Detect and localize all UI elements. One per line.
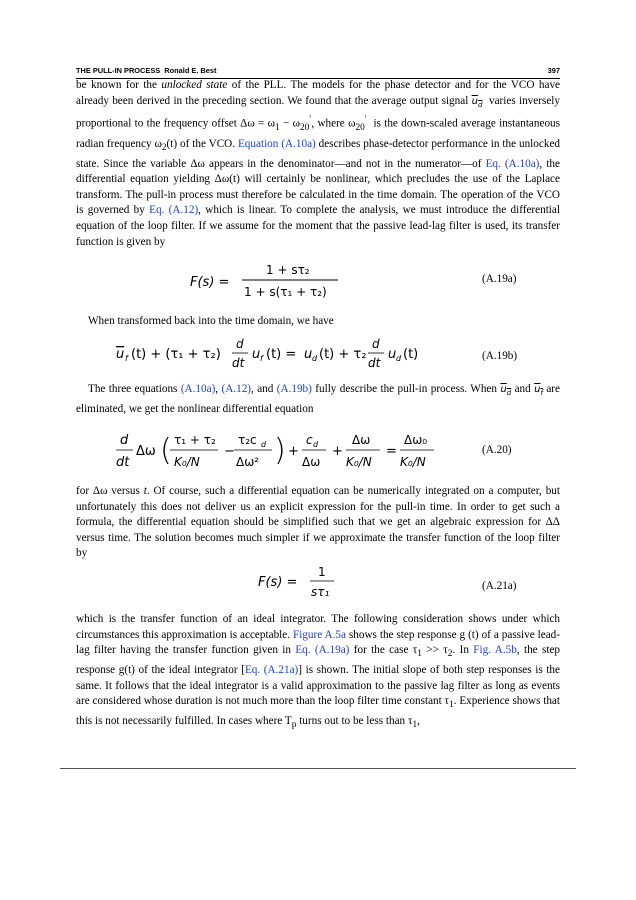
p5-text: . In — [452, 644, 474, 657]
svg-text:d: d — [396, 354, 402, 363]
link-eq-a19a[interactable]: Eq. (A.19a) — [295, 644, 350, 657]
svg-text:dt: dt — [116, 455, 130, 470]
p5-text: turns out to be less than τ — [296, 715, 413, 728]
svg-text:(t) + (τ₁ + τ₂): (t) + (τ₁ + τ₂) — [131, 347, 221, 362]
svg-text:(: ( — [160, 433, 172, 468]
svg-text:(t) =: (t) = — [266, 347, 297, 362]
svg-text:): ) — [274, 433, 286, 468]
p5-text: , the step response g(t) of the ideal integrator [ — [76, 644, 560, 677]
svg-text:d: d — [372, 337, 380, 351]
svg-text:F(s) =: F(s) = — [190, 275, 230, 290]
svg-text:d: d — [312, 354, 318, 363]
page-number: 397 — [547, 66, 560, 75]
svg-text:(t): (t) — [403, 347, 419, 362]
footer-rule — [60, 768, 576, 769]
svg-text:Δω²: Δω² — [236, 455, 260, 469]
equation-a20 — [116, 428, 436, 478]
svg-text:dt: dt — [368, 356, 381, 370]
p3-text: and — [511, 383, 535, 395]
link-eq-a12[interactable]: Eq. (A.12) — [149, 204, 199, 217]
link-eq-a10a[interactable]: (A.10a) — [180, 383, 216, 395]
link-eq-a12[interactable]: (A.12) — [221, 383, 252, 395]
paragraph-5: which is the transfer function of an ideal integrator. The following consideration shows under which circumstances this approximation is acceptable. Figure A.5a shows the step response g (t) of a passive lead-lag filter having the transfer function given in Eq. (A.19a) for the case $\tau_1 >> \tau_2$. In Fig. A.5b, the step response g(t) of the ideal integrator [Eq. (A.21a)] is shown. The initial slope of both step responses is the same. It follows that the ideal integrator is a valid approximation to the passive lag filter as long as events are considered whose duration is not much more than the loop filter time constant $\tau_1$. Experience shows that this is not necessarily fulfilled. In cases where $T_p$ turns out to be less than $\tau_1$, — [76, 613, 561, 731]
svg-text:f: f — [125, 354, 128, 363]
svg-text:dt: dt — [232, 356, 245, 370]
link-eq-a19b[interactable]: (A.19b) — [276, 383, 312, 395]
p4-emphasis: t — [143, 485, 147, 497]
p5-text: ] is shown. The initial slope of both step responses is the same. It follows that the ideal integrator is a valid approximation to the passive lag filter as long as events are considered whose duration is not much more than the loop filter time constant τ — [76, 664, 560, 708]
header-title: THE PULL-IN PROCESS — [76, 66, 161, 75]
svg-text:+: + — [332, 444, 343, 459]
p1-text: be known for the — [76, 79, 162, 91]
svg-text:f: f — [260, 354, 263, 363]
svg-text:1 + s(τ₁ + τ₂): 1 + s(τ₁ + τ₂) — [244, 285, 327, 299]
paragraph-3 — [76, 382, 560, 417]
p5-text: which is the transfer function of an ideal integrator. The following consideration shows under which circumstances this approximation is acceptable. — [76, 613, 560, 641]
svg-text:K₀/N: K₀/N — [174, 455, 200, 469]
svg-text:(t) + τ₂: (t) + τ₂ — [319, 347, 367, 362]
svg-text:d: d — [313, 440, 319, 449]
equation-a21a — [258, 562, 348, 602]
link-eq-a21a[interactable]: Eq. (A.21a) — [244, 664, 299, 677]
svg-text:F(s) =: F(s) = — [258, 575, 298, 590]
ud-symbol: $u_d$ — [500, 384, 512, 397]
svg-text:+: + — [288, 444, 299, 459]
link-figure-a5b[interactable]: Fig. A.5b — [473, 644, 517, 657]
p5-text: . Experience shows that this is not necessarily fulfilled. In cases where T — [76, 695, 561, 728]
svg-text:K₀/N: K₀/N — [400, 455, 426, 469]
eq-number-a21a: (A.21a) — [482, 580, 517, 592]
svg-text:τ₁ + τ₂: τ₁ + τ₂ — [174, 433, 216, 447]
svg-text:1: 1 — [318, 565, 326, 579]
svg-text:Δω₀: Δω₀ — [404, 433, 428, 447]
ud-symbol: $u_d$ — [471, 95, 483, 109]
equation-a19a — [190, 258, 350, 302]
p1-emphasis: unlocked state — [161, 79, 228, 91]
paragraph-4 — [76, 484, 560, 562]
equation-a19b — [116, 334, 426, 378]
p5-text: , — [417, 715, 420, 728]
svg-text:sτ₁: sτ₁ — [311, 585, 330, 599]
eq-number-a20: (A.20) — [482, 444, 512, 456]
svg-text:d: d — [236, 337, 244, 351]
p2-text: When transformed back into the time domain, we have — [88, 315, 334, 327]
svg-text:Δω: Δω — [136, 444, 156, 459]
svg-text:−: − — [224, 444, 235, 459]
svg-text:1 + sτ₂: 1 + sτ₂ — [266, 263, 310, 277]
svg-text:τ₂c: τ₂c — [238, 433, 257, 447]
p5-text: shows the step response g (t) of a passive lead-lag filter having the transfer function given in — [76, 628, 561, 657]
p3-text: The three equations — [88, 383, 181, 395]
p1-text: , where ω — [311, 117, 356, 130]
p1-text: describes phase-detector performance in the unlocked state. Since the variable Δω appears in the denominator—and not in the numerator—of — [76, 137, 561, 170]
eq-number-a19a: (A.19a) — [482, 273, 517, 285]
link-eq-a10a[interactable]: Equation (A.10a) — [237, 137, 316, 150]
paragraph-1: be known for the unlocked state of the PLL. The models for the phase detector and for the VCO have already been derived in the preceding section. We found that the average output signal $u_d$ varies inversely proportional to the frequency offset $\Delta\omega = \omega_1 - \omega_{20}'$, where $\omega_{20}'$ is the down-scaled average instantaneous radian frequency $\omega_2(t)$ of the VCO. Equation (A.10a) describes phase-detector performance in the unlocked state. Since the variable Δω appears in the denominator—and not in the numerator—of Eq. (A.10a), the differential equation yielding Δω(t) will certainly be nonlinear, which precludes the use of the Laplace transform. The pull-in process must therefore be calculated in the time domain. The operation of the VCO is governed by Eq. (A.12), which is linear. To complete the analysis, we must introduce the differential equation of the loop filter. If we assume for the moment that the passive lead-lag filter is used, its transfer function is given by — [76, 79, 561, 248]
p3-text: fully describe the pull-in process. When — [311, 383, 501, 395]
svg-text:d: d — [261, 440, 267, 449]
p3-text: are eliminated, we get the nonlinear differential equation — [76, 383, 561, 415]
p1-text: is the down-scaled average instantaneous radian frequency ω — [76, 117, 560, 150]
svg-text:Δω: Δω — [302, 455, 321, 469]
svg-text:K₀/N: K₀/N — [346, 455, 372, 469]
svg-text:u: u — [252, 347, 261, 362]
link-eq-a10a[interactable]: Eq. (A.10a) — [485, 157, 540, 170]
p3-text: , — [215, 383, 222, 395]
link-figure-a5a[interactable]: Figure A.5a — [292, 628, 346, 641]
p1-text: , the differential equation yielding Δω(t) will certainly be nonlinear, which precludes the use of the Laplace transform. The pull-in process must therefore be calculated in the time domain. The operation of the VCO is governed by — [76, 157, 560, 217]
p4-text: . Of course, such a differential equation can be numerically integrated on a computer, but unfortunately this does not deliver us an explicit expression for the pull-in time. In order to get such a formula, the differential equation should be simplified such that we get an algebraic expression for ΔΔ versus time. The solution becomes much simpler if we approximate the transfer function of the loop filter by — [76, 485, 560, 560]
running-header — [76, 64, 560, 78]
p4-text: for Δω versus — [76, 485, 144, 497]
svg-text:u: u — [304, 347, 313, 362]
svg-text:d: d — [120, 433, 129, 448]
p5-text: >> τ — [421, 644, 448, 657]
svg-text:=: = — [386, 444, 397, 459]
uf-symbol: $u_f$ — [534, 384, 543, 397]
svg-text:Δω: Δω — [352, 433, 371, 447]
p1-text: varies inversely proportional to the frequency offset Δω = ω — [76, 94, 560, 130]
svg-text:u: u — [388, 347, 397, 362]
p1-text: (t) of the VCO. — [166, 137, 238, 150]
svg-text:u: u — [116, 347, 125, 362]
p1-text: , which is linear. To complete the analysis, we must introduce the differential equation of the loop filter. If we assume for the moment that the passive lead-lag filter is used, its transfer function is given by — [76, 204, 560, 248]
header-left — [76, 66, 216, 75]
svg-text:c: c — [306, 433, 313, 447]
header-author: Ronald E. Best — [164, 66, 217, 75]
eq-number-a19b: (A.19b) — [482, 350, 518, 362]
p1-text: − ω — [279, 117, 300, 130]
p3-text: , and — [251, 383, 277, 395]
p5-text: for the case τ — [349, 644, 418, 657]
paragraph-2 — [76, 314, 560, 330]
p1-text: of the PLL. The models for the phase detector and for the VCO have already been derived in the preceding section. We found that the average output signal — [76, 79, 560, 107]
